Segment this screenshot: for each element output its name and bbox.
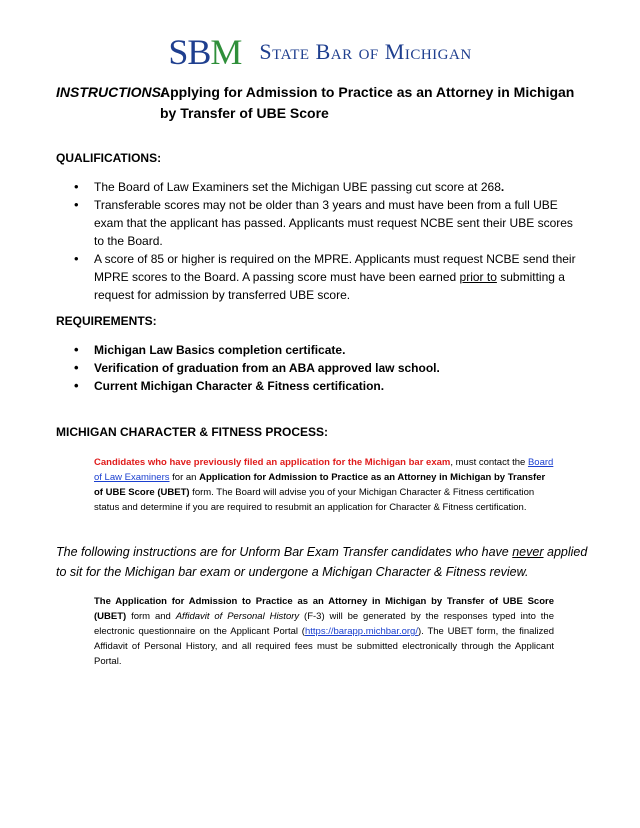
requirements-list	[56, 341, 576, 395]
cf-process-heading: MICHIGAN CHARACTER & FITNESS PROCESS:	[56, 425, 329, 439]
qual-3-post: submitting a request for admission by transferred UBE score.	[94, 270, 565, 302]
logo-sb: SB	[168, 32, 211, 72]
qual-1-text: The Board of Law Examiners set the Michigan UBE passing cut score at 268	[94, 180, 501, 194]
title-text: Applying for Admission to Practice as an Attorney in Michigan by Transfer of UBE Score	[160, 84, 575, 121]
list-item	[56, 178, 576, 196]
ube-transfer-note	[56, 542, 596, 582]
page-title	[56, 82, 596, 124]
footer-text-3: ). The UBET form, the finalized Affidavit of Personal History, and all required fees must be submitted electronically through the Applicant Portal.	[94, 626, 554, 667]
requirements-heading: REQUIREMENTS:	[56, 314, 157, 328]
list-item: • Verification of graduation from an ABA approved law school.	[56, 359, 576, 377]
list-item	[56, 250, 576, 304]
title-lead: INSTRUCTIONS:	[56, 84, 166, 100]
footer-bold-text: The Application for Admission to Practice as an Attorney in Michigan by Transfer of UBE Score (UBET)	[94, 596, 554, 622]
application-instructions	[94, 594, 554, 669]
header	[0, 34, 640, 70]
org-name: State Bar of Michigan	[259, 39, 472, 64]
qual-1-period: .	[500, 180, 505, 194]
cf-text-1: , must contact the	[450, 457, 528, 468]
cf-process-note	[94, 455, 554, 515]
qual-3-underline: prior to	[459, 270, 497, 284]
italic-note-pre: The following instructions are for Unform Bar Exam Transfer candidates who have	[56, 545, 513, 559]
logo-m: M	[210, 32, 242, 72]
list-item: • Michigan Law Basics completion certificate.	[56, 341, 576, 359]
qualifications-list	[56, 178, 576, 304]
qual-2-text: Transferable scores may not be older than 3 years and must have been from a full UBE exam that the applicant has passed. Applicants must request NCBE sent their UBE scores to the Board.	[94, 198, 573, 248]
cf-text-2: for an	[169, 472, 200, 483]
cf-red-text: Candidates who have previously filed an application for the Michigan bar exam	[94, 457, 451, 468]
cf-bold-text: Application for Admission to Practice as an Attorney in Michigan by Transfer of UBE Score (UBET)	[94, 472, 546, 498]
qual-3-pre: A score of 85 or higher is required on the MPRE. Applicants must request NCBE send their MPRE scores to the Board. A passing score must have been earned	[94, 252, 576, 284]
list-item	[56, 196, 576, 250]
sbm-logo	[168, 34, 241, 70]
footer-text-1: form and	[126, 611, 176, 622]
footer-text-2: (F-3) will be generated by the responses typed into the electronic questionnaire on the Applicant Portal (	[94, 611, 554, 637]
board-of-law-examiners-link[interactable]: Board of Law Examiners	[94, 457, 554, 483]
qualifications-heading: QUALIFICATIONS:	[56, 151, 162, 165]
cf-text-3: form. The Board will advise you of your Michigan Character & Fitness certification status and determine if you are required to resubmit an application for Character & Fitness certification.	[94, 487, 535, 513]
list-item: • Current Michigan Character & Fitness certification.	[56, 377, 576, 395]
italic-note-underline: never	[512, 545, 544, 559]
italic-note-post: applied to sit for the Michigan bar exam or undergone a Michigan Character & Fitness review.	[56, 545, 588, 579]
footer-italic-text: Affidavit of Personal History	[175, 611, 300, 622]
applicant-portal-link[interactable]: https://barapp.michbar.org/	[304, 626, 418, 637]
